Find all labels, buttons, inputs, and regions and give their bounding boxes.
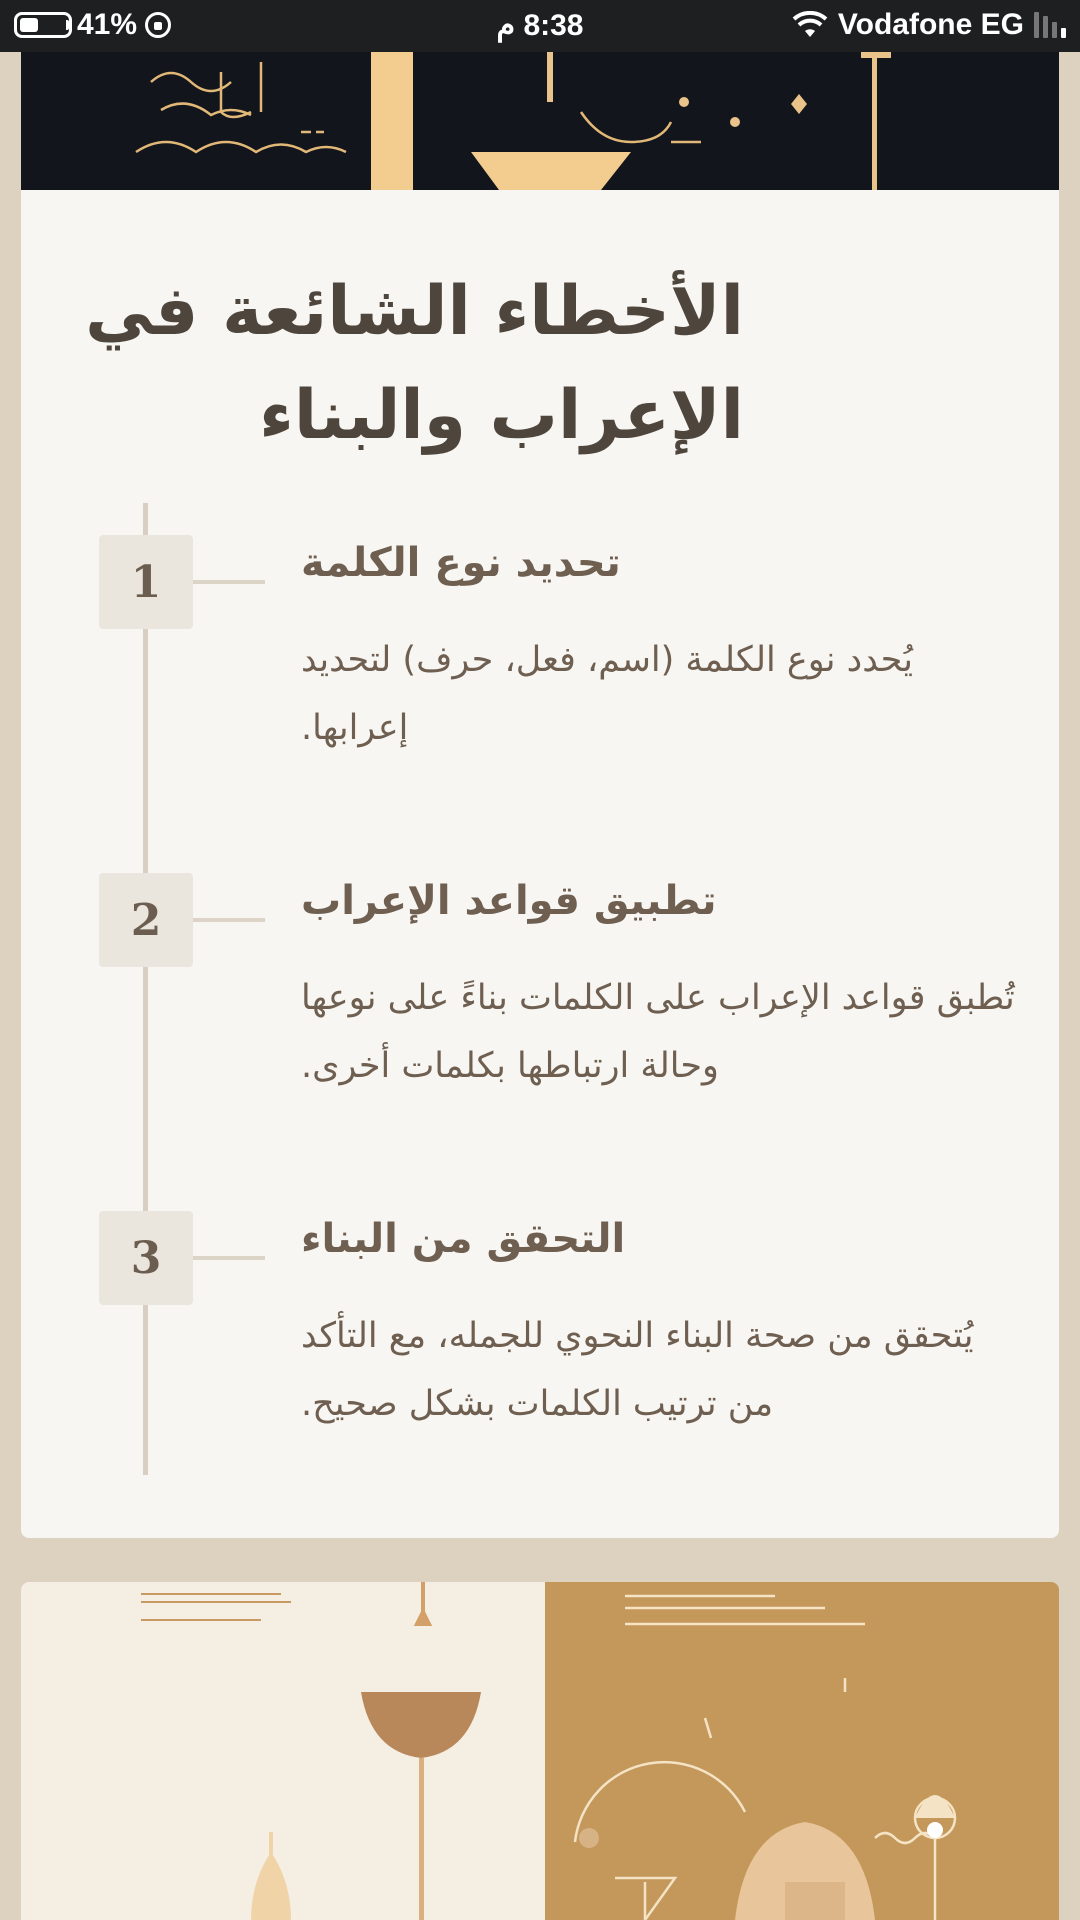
battery-percent: 41% [77, 8, 138, 41]
wifi-icon [792, 11, 828, 39]
step-connector [193, 580, 265, 584]
carrier-name: Vodafone EG [837, 8, 1024, 41]
step-title: تطبيق قواعد الإعراب [301, 878, 717, 924]
article-title: الأخطاء الشائعة في الإعراب والبناء [85, 272, 744, 455]
step-description: تُطبق قواعد الإعراب على الكلمات بناءً على نوعها وحالة ارتباطها بكلمات أخرى. [301, 978, 1015, 1086]
timeline-line [143, 503, 148, 1475]
step-connector [193, 918, 265, 922]
status-time: 8:38 م [496, 9, 584, 42]
content-card [21, 190, 1059, 1538]
hero-illustration-top [21, 52, 1059, 190]
step-number-badge: 2 [99, 873, 193, 967]
step-number-badge: 1 [99, 535, 193, 629]
step-connector [193, 1256, 265, 1260]
step-description: يُحدد نوع الكلمة (اسم، فعل، حرف) لتحديد إعرابها. [301, 640, 913, 748]
step-title: تحديد نوع الكلمة [301, 540, 621, 586]
status-bar [0, 0, 1080, 52]
step-number-badge: 3 [99, 1211, 193, 1305]
illustration-bottom-left [21, 1582, 545, 1920]
signal-strength-icon [1034, 12, 1066, 38]
step-title: التحقق من البناء [301, 1216, 626, 1262]
step-description: يُتحقق من صحة البناء النحوي للجمله، مع التأكد من ترتيب الكلمات بشكل صحيح. [301, 1316, 974, 1424]
illustration-bottom-right [545, 1582, 1059, 1920]
